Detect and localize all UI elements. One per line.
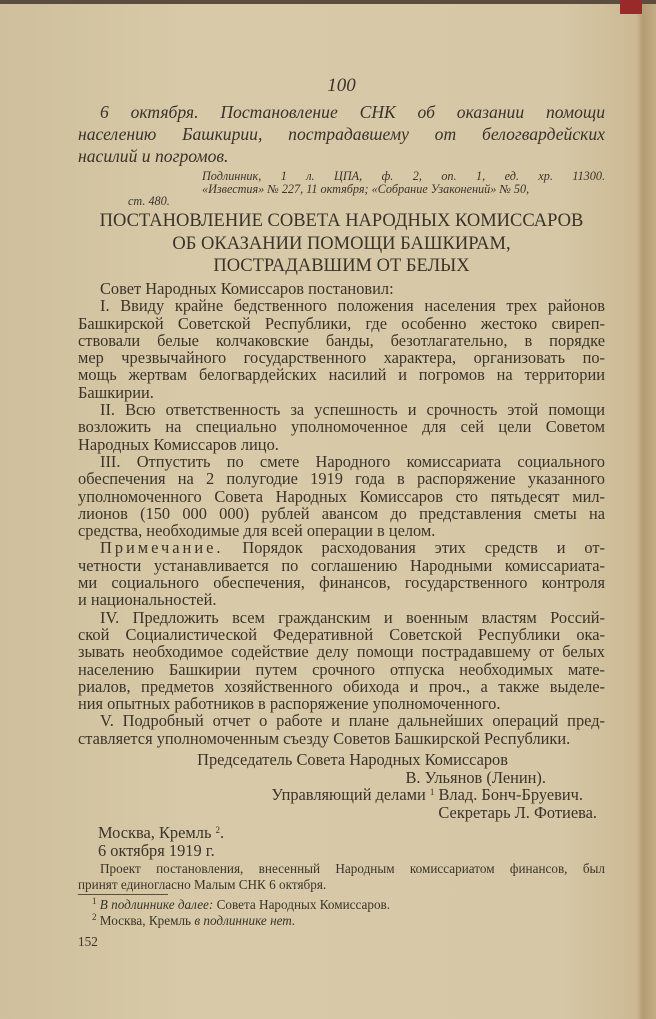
paragraph-line: возложить на специально уполномоченное для сей цели Советом — [78, 417, 605, 437]
heading-line: ПОСТРАДАВШИМ ОТ БЕЛЫХ — [213, 256, 470, 276]
manager-name: Влад. Бонч-Бруевич. — [434, 785, 583, 804]
source-reference — [78, 170, 605, 208]
footnote-2 — [92, 913, 619, 929]
footnote-text: Москва, Кремль — [99, 913, 195, 928]
footnote-ref: 2 — [215, 825, 221, 835]
place: Москва, Кремль $^2$. — [98, 823, 225, 842]
footnote-divider — [78, 894, 168, 895]
source-line: Подлинник, 1 л. ЦПА, ф. 2, оп. 1, ед. хр. 11300. — [202, 169, 605, 183]
paragraph-line: средства, необходимые для всей операции в целом. — [78, 521, 436, 541]
paragraph-line: Совет Народных Комиссаров постановил: — [100, 279, 394, 298]
paragraph-line: ставляется уполномоченным съезду Советов Башкирской Республики. — [78, 728, 571, 748]
place-text: Москва, Кремль — [98, 823, 212, 842]
title-line: населению Башкирии, пострадавшему от белогвардейских — [78, 124, 605, 144]
signatures — [78, 751, 605, 821]
paragraph-line: обеспечения на 2 полугодие 1919 года в распоряжение указанного — [78, 469, 605, 489]
bookmark-ribbon — [620, 0, 642, 14]
paragraph-line: уполномоченного Совета Народных Комиссаров сто пятьдесят мил- — [78, 486, 605, 506]
page-number-text: 152 — [78, 934, 98, 949]
paragraph-line: III. Отпустить по смете Народного комиссариата социального — [100, 451, 605, 471]
title-line: насилий и погромов. — [78, 146, 229, 166]
manager-signature — [78, 786, 583, 804]
paragraph-line: Башкирской Советской Республики, где особенно жестоко свиреп- — [78, 313, 605, 333]
place-date — [98, 824, 625, 859]
document-number — [78, 75, 605, 97]
date: 6 октября 1919 г. — [98, 840, 215, 860]
paragraph-line: и национальностей. — [78, 590, 217, 610]
editorial-note — [78, 861, 605, 893]
paragraph-line: ния опытных работников в распоряжение уполномоченного. — [78, 694, 501, 714]
paragraph-line: четности устанавливается по соглашению Народными комиссариата- — [78, 555, 605, 575]
chair-title: Председатель Совета Народных Комиссаров — [197, 750, 508, 769]
footnotes — [92, 897, 619, 929]
scan-top-edge — [0, 0, 656, 4]
paragraph-line: Народных Комиссаров лицо. — [78, 434, 279, 454]
decree-heading — [78, 210, 605, 278]
paragraph-line: мощь жертвам белогвардейских насилий и погромов на территории — [78, 365, 605, 385]
secretary: Секретарь Л. Фотиева. — [438, 802, 597, 822]
paragraph-line — [78, 539, 605, 556]
paragraph-line: риалов, предметов хозяйственного обихода и проч., а также выделе- — [78, 676, 605, 696]
paragraph-line: IV. Предложить всем гражданским и военным властям Россий- — [100, 607, 605, 627]
footnote-ref: 1 — [429, 787, 435, 797]
footnote-italic: В подлиннике далее: — [99, 897, 214, 912]
heading-line: ОБ ОКАЗАНИИ ПОМОЩИ БАШКИРАМ, — [172, 233, 511, 254]
paragraph-line: лионов (150 000 000) рублей авансом до представления сметы на — [78, 503, 605, 523]
document-title — [78, 101, 605, 167]
source-line: ст. 480. — [128, 194, 170, 208]
source-line: «Известия» № 227, 11 октября; «Собрание Узаконений» № 50, — [202, 181, 530, 196]
decree-body — [78, 280, 605, 747]
note-label: Примечание. — [100, 538, 224, 558]
paragraph-line: II. Всю ответственность за успешность и срочность этой помощи — [100, 400, 605, 420]
document-number-text: 100 — [327, 75, 356, 96]
footnote-italic: в подлиннике нет. — [194, 913, 296, 928]
paragraph-line: населению Башкирии путем срочного отпуска необходимых мате- — [78, 659, 605, 679]
footnote-mark: 2 — [92, 912, 97, 922]
paragraph-line: I. Ввиду крайне бедственного положения населения трех районов — [100, 296, 605, 316]
paragraph-line: ствовали белые колчаковские банды, безотлагательно, в порядке — [78, 330, 605, 350]
heading-line: ПОСТАНОВЛЕНИЕ СОВЕТА НАРОДНЫХ КОМИССАРОВ — [99, 211, 584, 231]
footnote-mark: 1 — [92, 896, 97, 906]
footnote-1 — [92, 897, 619, 913]
line-text: Порядок расходования этих средств и от- — [223, 538, 605, 558]
chair-name: В. Ульянов (Ленин). — [405, 767, 546, 787]
manager-title: Управляющий делами — [271, 785, 426, 804]
page-number — [78, 934, 605, 950]
footnote-text: Совета Народных Комиссаров. — [213, 897, 391, 912]
paragraph-line: ской Социалистической Федеративной Советской Республики ока- — [78, 624, 605, 644]
paragraph-line: зывать необходимое содействие делу помощи пострадавшему от белых — [78, 642, 605, 662]
title-line: 6 октября. Постановление СНК об оказании помощи — [100, 102, 605, 122]
paragraph-line: мер чрезвычайного государственного характера, организовать по- — [78, 348, 605, 368]
paragraph-line: V. Подробный отчет о работе и плане дальнейших операций пред- — [100, 711, 605, 731]
paragraph-line: ми социального обеспечения, финансов, государственного контроля — [78, 573, 605, 593]
paragraph-line: Башкирии. — [78, 382, 154, 402]
note-line: Проект постановления, внесенный Народным комиссариатом финансов, был — [100, 861, 605, 876]
note-line: принят единогласно Малым СНК 6 октября. — [78, 877, 327, 892]
